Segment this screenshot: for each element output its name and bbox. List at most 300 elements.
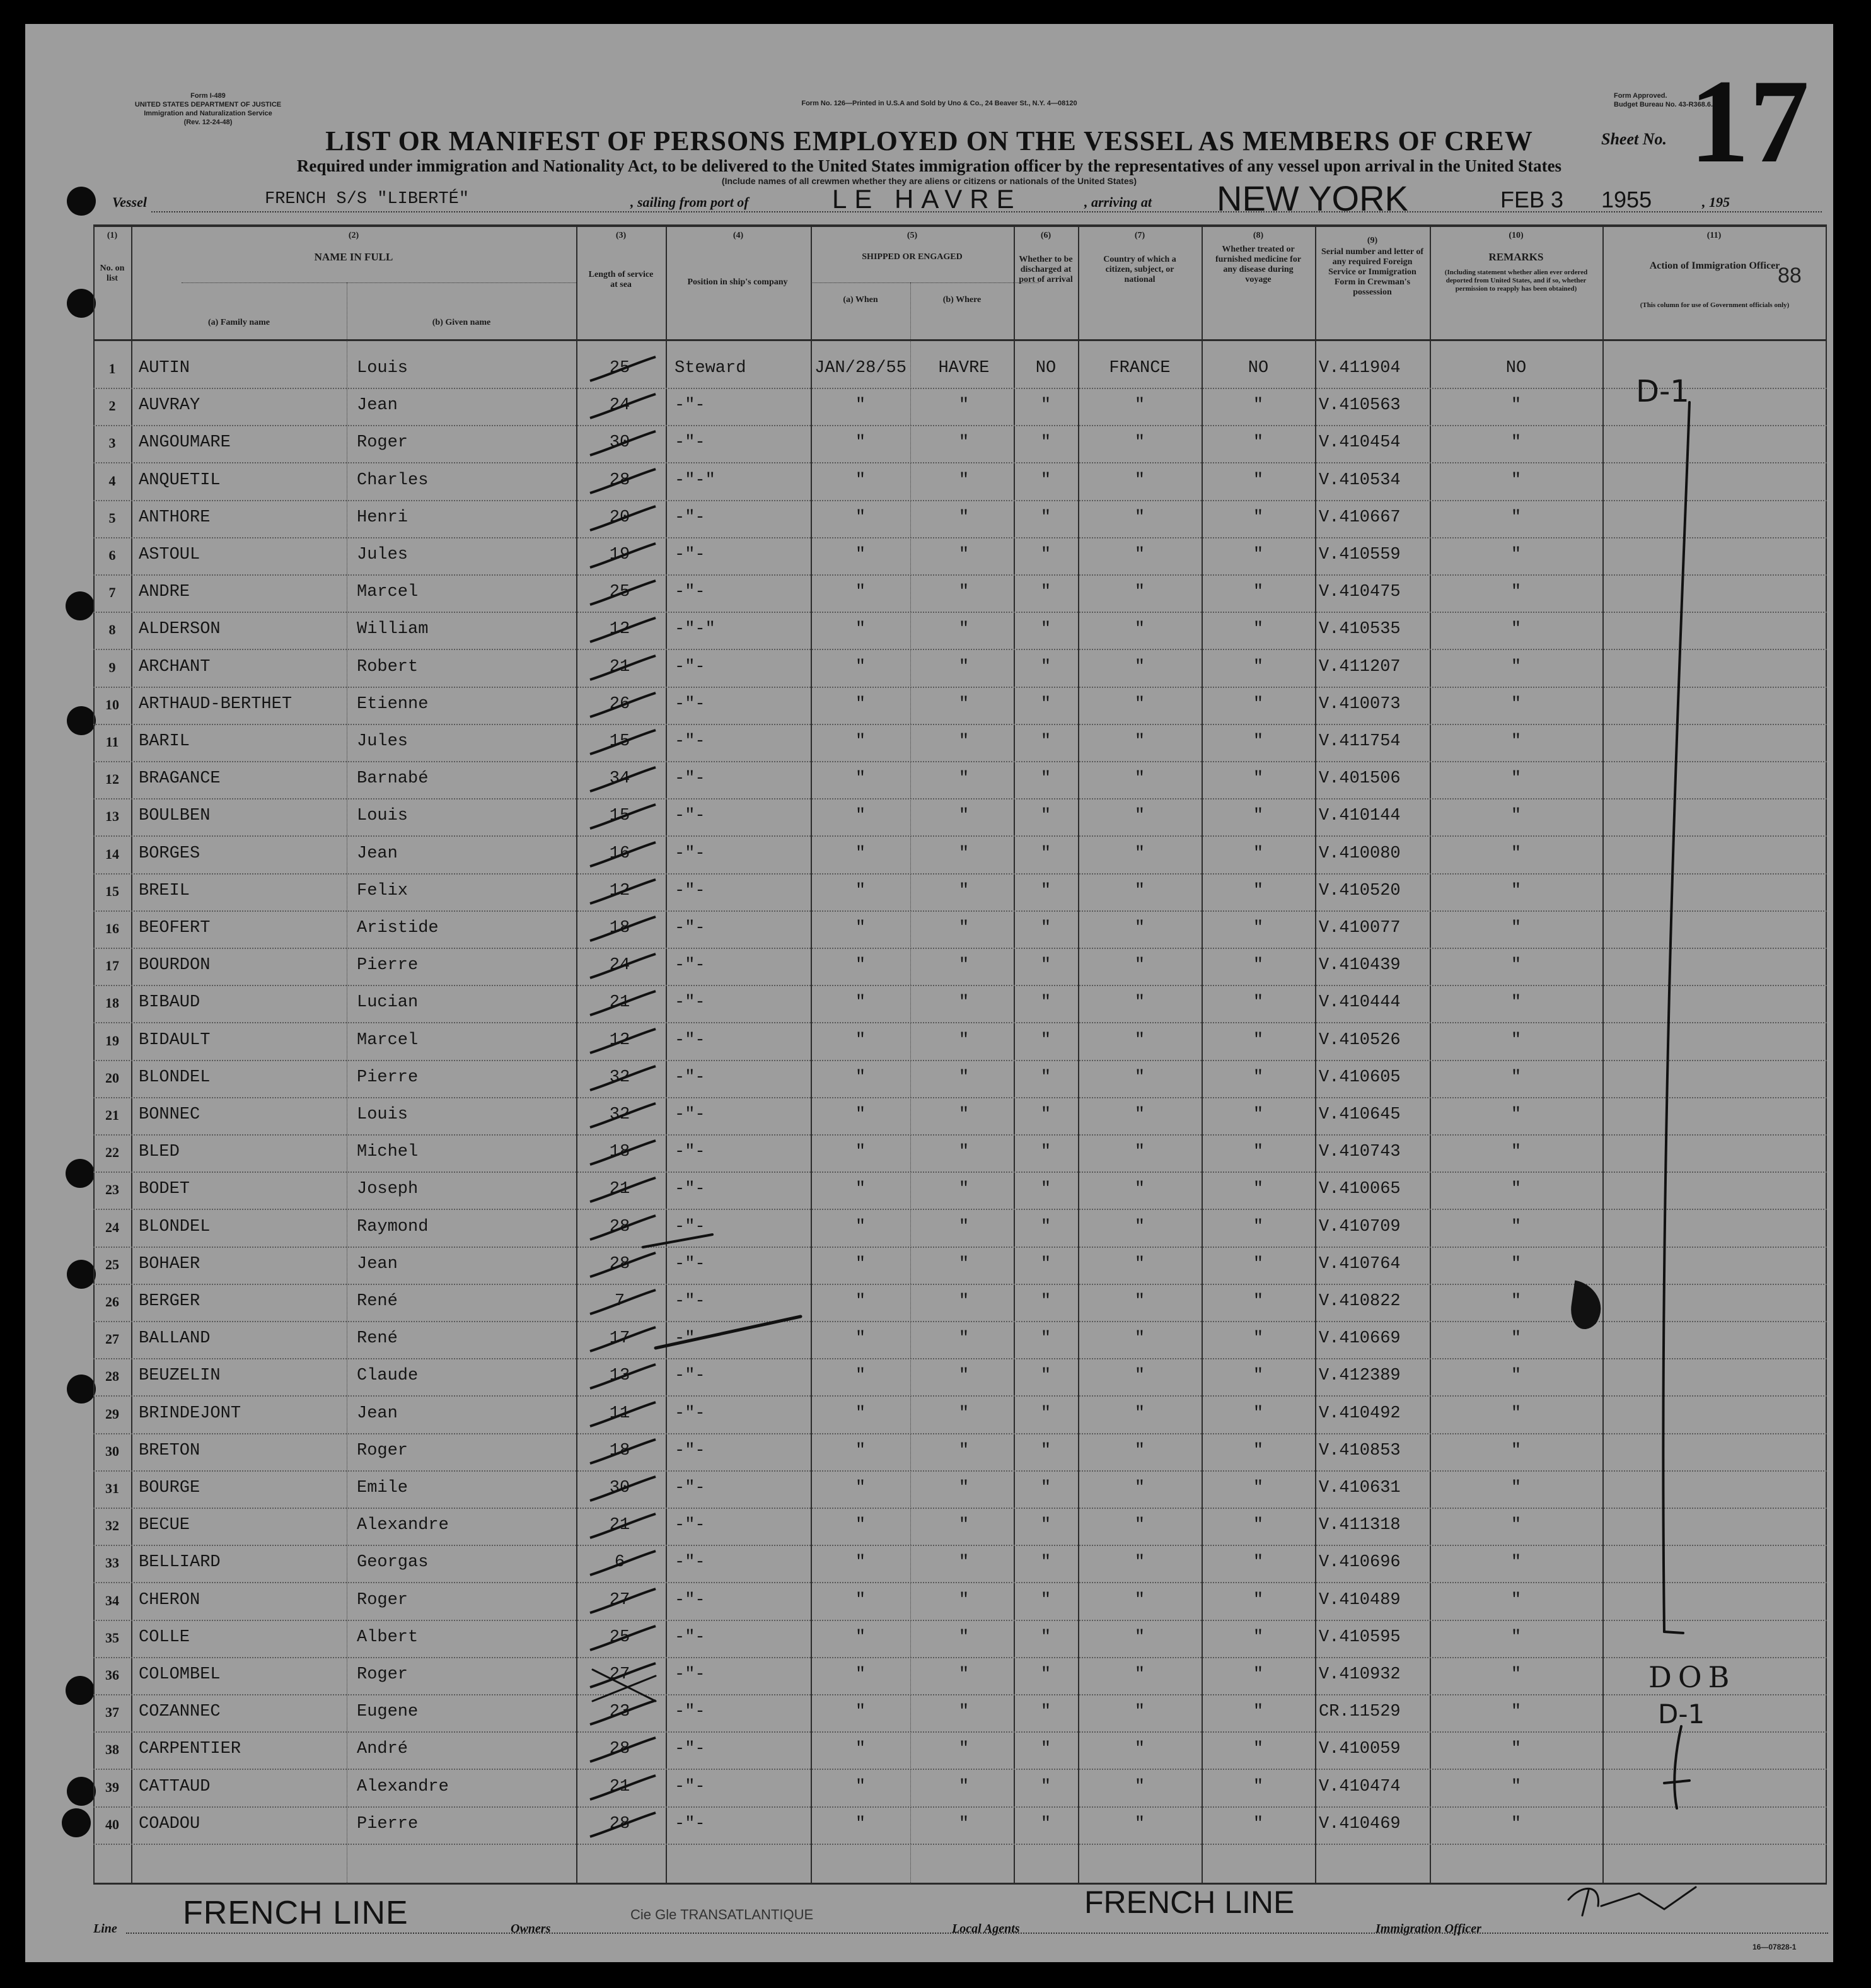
cell-serial: V.410492 [1319, 1404, 1401, 1423]
cell-family: BRINDEJONT [139, 1404, 241, 1423]
cell-treated: " [1253, 881, 1264, 900]
cell-remarks: " [1510, 620, 1522, 639]
manifest-title: LIST OR MANIFEST OF PERSONS EMPLOYED ON THE VESSEL AS MEMBERS OF CREW [325, 125, 1533, 156]
cell-serial: CR.11529 [1319, 1702, 1401, 1722]
cell-no: 27 [105, 1331, 119, 1347]
cell-given: Jean [357, 1404, 398, 1423]
cell-when: " [855, 732, 866, 751]
crew-row [93, 612, 1827, 650]
cell-when: " [855, 470, 866, 490]
cell-when: " [855, 1142, 866, 1162]
cell-when: " [855, 1030, 866, 1050]
cell-country: " [1134, 1777, 1145, 1796]
cell-discharged: " [1040, 1740, 1051, 1759]
crew-row [93, 1358, 1827, 1397]
cell-serial: V.410696 [1319, 1553, 1401, 1572]
cell-when: " [855, 1553, 866, 1572]
length-check-mark [585, 505, 661, 537]
cell-length: 25 [609, 1627, 630, 1647]
cell-remarks: " [1510, 993, 1522, 1013]
cell-family: BIDAULT [139, 1030, 211, 1050]
cell-position: -"- [675, 769, 705, 789]
crew-row [93, 724, 1827, 762]
cell-serial: V.410475 [1319, 583, 1401, 602]
crew-row [93, 1171, 1827, 1210]
cell-discharged: " [1040, 1180, 1051, 1199]
cell-discharged: " [1040, 919, 1051, 938]
cell-given: Louis [357, 806, 408, 826]
cell-position: -"- [675, 657, 705, 677]
length-check-mark [585, 1438, 661, 1470]
vessel-name: FRENCH S/S "LIBERTÉ" [265, 190, 470, 209]
cell-country: " [1134, 1180, 1145, 1199]
cell-family: AUTIN [139, 359, 190, 378]
cell-position: -"- [675, 1180, 705, 1199]
cell-no: 20 [105, 1069, 119, 1086]
crew-row [93, 1396, 1827, 1434]
cell-no: 33 [105, 1555, 119, 1571]
cell-no: 13 [105, 808, 119, 825]
cell-treated: " [1253, 993, 1264, 1013]
cell-where: " [958, 1217, 970, 1236]
cell-length: 12 [609, 881, 630, 900]
length-check-mark [585, 1139, 661, 1171]
cell-given: Jules [357, 545, 408, 564]
length-check-mark [585, 1177, 661, 1208]
punch-hole [66, 1676, 95, 1705]
cell-no: 17 [105, 958, 119, 974]
cell-family: BOHAER [139, 1254, 200, 1274]
cell-remarks: " [1510, 1441, 1522, 1460]
crew-row [93, 500, 1827, 538]
cell-family: CHERON [139, 1590, 200, 1610]
cell-discharged: " [1040, 769, 1051, 789]
cell-given: Roger [357, 1441, 408, 1460]
cell-where: " [958, 1740, 970, 1759]
cell-length: 6 [614, 1553, 625, 1572]
cell-length: 15 [609, 806, 630, 826]
col6-number: (6) [1040, 231, 1051, 240]
cell-remarks: " [1510, 1740, 1522, 1759]
cell-family: BECUE [139, 1516, 190, 1535]
cell-when: " [855, 806, 866, 826]
cell-length: 24 [609, 956, 630, 975]
footer-owners-stamp: Cie Gle TRANSATLANTIQUE [630, 1907, 814, 1922]
cell-given: Pierre [357, 956, 419, 975]
col9-header: Serial number and letter of any required Foreign Service or Immigration Form in Crewman's possession [1321, 247, 1424, 297]
cell-discharged: " [1040, 694, 1051, 714]
cell-length: 30 [609, 433, 630, 453]
cell-country: " [1134, 1627, 1145, 1647]
cell-when: " [855, 1516, 866, 1535]
cell-serial: V.412389 [1319, 1366, 1401, 1386]
length-check-mark [585, 916, 661, 947]
cell-when: " [855, 433, 866, 453]
cell-position: -"- [675, 993, 705, 1013]
cell-when: " [855, 1777, 866, 1796]
cell-where: " [958, 470, 970, 490]
cell-no: 32 [105, 1518, 119, 1534]
col3-header: Length of service at sea [588, 270, 654, 289]
cell-remarks: " [1510, 956, 1522, 975]
cell-given: Jean [357, 1254, 398, 1274]
length-check-mark [585, 1475, 661, 1507]
cell-country: " [1134, 396, 1145, 416]
cell-when: " [855, 993, 866, 1013]
cell-length: 23 [609, 1702, 630, 1722]
cell-treated: " [1253, 1814, 1264, 1834]
cell-position: -"- [675, 1404, 705, 1423]
cell-serial: V.410667 [1319, 508, 1401, 527]
cell-where: " [958, 1516, 970, 1535]
cell-position: -"- [675, 396, 705, 416]
cell-position: -"- [675, 1254, 705, 1274]
cell-country: " [1134, 1142, 1145, 1162]
cell-position: -"- [675, 433, 705, 453]
sheet-label: Sheet No. [1601, 130, 1667, 148]
printer-line: Form No. 126—Printed in U.S.A and Sold by Uno & Co., 24 Beaver St., N.Y. 4—08120 [801, 100, 1077, 107]
cell-family: BERGER [139, 1292, 200, 1311]
length-check-mark [585, 1214, 661, 1246]
cell-when: " [855, 583, 866, 602]
form-approved: Form Approved. [1614, 92, 1667, 100]
cell-family: BELLIARD [139, 1553, 221, 1572]
cell-treated: " [1253, 545, 1264, 564]
cell-length: 27 [609, 1590, 630, 1610]
cell-discharged: " [1040, 1329, 1051, 1349]
cell-given: Albert [357, 1627, 419, 1647]
crew-row [93, 798, 1827, 837]
cell-serial: V.411318 [1319, 1516, 1401, 1535]
cell-country: " [1134, 545, 1145, 564]
cell-no: 30 [105, 1443, 119, 1459]
cell-length: 20 [609, 508, 630, 527]
cell-serial: V.410073 [1319, 694, 1401, 714]
cell-discharged: " [1040, 470, 1051, 490]
cell-length: 21 [609, 1180, 630, 1199]
cell-country: " [1134, 1702, 1145, 1722]
cell-family: BEUZELIN [139, 1366, 221, 1386]
cell-no: 5 [108, 509, 116, 526]
cell-family: ARTHAUD-BERTHET [139, 694, 293, 714]
cell-treated: " [1253, 1516, 1264, 1535]
cell-where: " [958, 881, 970, 900]
cell-treated: " [1253, 1479, 1264, 1497]
cell-when: " [855, 657, 866, 677]
cell-discharged: " [1040, 1702, 1051, 1722]
cell-when: " [855, 1404, 866, 1423]
cell-country: " [1134, 732, 1145, 751]
cell-no: 34 [105, 1592, 119, 1608]
cell-given: Etienne [357, 694, 429, 714]
cell-serial: V.410489 [1319, 1590, 1401, 1610]
cell-where: " [958, 1404, 970, 1423]
cell-no: 21 [105, 1107, 119, 1123]
side-number: 88 [1778, 264, 1802, 288]
length-check-mark [585, 1326, 661, 1357]
manifest-subtitle: Required under immigration and Nationality Act, to be delivered to the United States immigration officer by the representatives of any vessel upon arrival in the United States [296, 156, 1562, 175]
cell-serial: V.410743 [1319, 1142, 1401, 1162]
punch-hole [67, 706, 96, 735]
cell-position: -"- [675, 956, 705, 975]
cell-country: " [1134, 1329, 1145, 1349]
crew-row [93, 761, 1827, 799]
cell-length: 25 [609, 359, 630, 378]
cell-discharged: " [1040, 1590, 1051, 1610]
length-check-mark [585, 1401, 661, 1433]
cell-discharged: " [1040, 1067, 1051, 1087]
cell-serial: V.410144 [1319, 806, 1401, 826]
cell-family: BIBAUD [139, 993, 200, 1013]
cell-given: Jules [357, 732, 408, 751]
port-of-departure: LE HAVRE [832, 184, 1022, 214]
punch-hole [67, 289, 96, 318]
col10-number: (10) [1509, 231, 1524, 240]
cell-given: Felix [357, 881, 408, 900]
cell-given: Marcel [357, 1030, 419, 1050]
crew-row [93, 1470, 1827, 1509]
cell-discharged: " [1040, 881, 1051, 900]
crew-row [93, 388, 1827, 426]
cell-length: 25 [609, 583, 630, 602]
cell-position: -"- [675, 1814, 705, 1834]
punch-hole [66, 1159, 95, 1188]
cell-given: René [357, 1292, 398, 1311]
cell-discharged: " [1040, 993, 1051, 1013]
cell-treated: " [1253, 1030, 1264, 1050]
crew-row [93, 1731, 1827, 1770]
cell-length: 13 [609, 1366, 630, 1386]
cell-family: ANGOUMARE [139, 433, 231, 453]
cell-length: 18 [609, 919, 630, 938]
cell-treated: " [1253, 1105, 1264, 1124]
cell-country: " [1134, 694, 1145, 714]
col11-note: (This column for use of Government officials only) [1640, 301, 1790, 309]
cell-remarks: " [1510, 1404, 1522, 1423]
cell-serial: V.410474 [1319, 1777, 1401, 1796]
cell-given: André [357, 1740, 408, 1759]
cell-when: " [855, 1665, 866, 1684]
length-check-mark [585, 1513, 661, 1544]
cell-remarks: " [1510, 806, 1522, 826]
vessel-line-rule [151, 211, 1822, 212]
cell-remarks: " [1510, 1142, 1522, 1162]
crew-row [93, 1023, 1827, 1061]
cell-length: 16 [609, 844, 630, 863]
cell-when: " [855, 508, 866, 527]
cell-where: " [958, 1814, 970, 1834]
cell-serial: V.410853 [1319, 1441, 1401, 1460]
cell-remarks: NO [1505, 359, 1527, 378]
cell-serial: V.410563 [1319, 396, 1401, 416]
cell-when: " [855, 1740, 866, 1759]
col6-header: Whether to be discharged at port of arrival [1019, 255, 1073, 284]
cell-no: 4 [108, 472, 116, 489]
cell-remarks: " [1510, 1627, 1522, 1647]
cell-position: -"- [675, 1553, 705, 1572]
cell-remarks: " [1510, 919, 1522, 938]
cell-serial: V.410631 [1319, 1479, 1401, 1497]
cell-length: 28 [609, 1254, 630, 1274]
punch-hole [67, 1375, 96, 1404]
cell-given: Pierre [357, 1067, 419, 1087]
cell-discharged: " [1040, 433, 1051, 453]
cell-where: " [958, 1665, 970, 1684]
crew-row [93, 873, 1827, 912]
col2-header: NAME IN FULL [314, 251, 393, 263]
length-check-mark [585, 1736, 661, 1768]
cell-discharged: " [1040, 1142, 1051, 1162]
cell-where: " [958, 1067, 970, 1087]
cell-discharged: " [1040, 1254, 1051, 1274]
cell-discharged: " [1040, 956, 1051, 975]
crew-row [93, 948, 1827, 986]
cell-where: " [958, 396, 970, 416]
length-check-mark [585, 841, 661, 873]
cell-remarks: " [1510, 1292, 1522, 1311]
cell-length: 12 [609, 1030, 630, 1050]
cell-treated: " [1253, 396, 1264, 416]
cell-length: 19 [609, 545, 630, 564]
col8-number: (8) [1253, 231, 1264, 240]
footer-line-value: FRENCH LINE [183, 1895, 408, 1931]
cell-where: " [958, 769, 970, 789]
cell-length: 34 [609, 769, 630, 789]
cell-where: " [958, 1702, 970, 1722]
cell-serial: V.410669 [1319, 1329, 1401, 1349]
cell-position: -"- [675, 806, 705, 826]
length-check-mark [585, 990, 661, 1021]
cell-no: 39 [105, 1779, 119, 1795]
cell-serial: V.410526 [1319, 1030, 1401, 1050]
cell-treated: " [1253, 1665, 1264, 1684]
cell-when: " [855, 1105, 866, 1124]
crew-row [93, 687, 1827, 725]
cell-treated: " [1253, 1590, 1264, 1610]
cell-when: " [855, 1366, 866, 1386]
length-check-mark [585, 617, 661, 648]
cell-position: -"- [675, 1590, 705, 1610]
cell-family: BOURGE [139, 1479, 200, 1497]
cell-given: Jean [357, 844, 398, 863]
length-check-mark [585, 654, 661, 686]
cell-position: -"- [675, 844, 705, 863]
footer-form-code: 16—07828-1 [1752, 1943, 1797, 1951]
year-suffix: , 195 [1702, 194, 1730, 210]
cell-given: Louis [357, 1105, 408, 1124]
cell-where: " [958, 806, 970, 826]
cell-country: " [1134, 1292, 1145, 1311]
cell-serial: V.410932 [1319, 1665, 1401, 1684]
crew-row [93, 1769, 1827, 1808]
cell-family: BODET [139, 1180, 190, 1199]
cell-remarks: " [1510, 694, 1522, 714]
cell-serial: V.410077 [1319, 919, 1401, 938]
cell-treated: " [1253, 732, 1264, 751]
cell-when: " [855, 1590, 866, 1610]
cell-serial: V.410469 [1319, 1814, 1401, 1834]
cell-remarks: " [1510, 508, 1522, 527]
handwritten-action-row1: D-1 [1636, 374, 1689, 409]
cell-when: " [855, 844, 866, 863]
cell-country: " [1134, 1479, 1145, 1497]
cell-position: -"- [675, 1627, 705, 1647]
cell-position: -"- [675, 1516, 705, 1535]
cell-given: Roger [357, 1665, 408, 1684]
cell-discharged: " [1040, 1105, 1051, 1124]
cell-country: " [1134, 1441, 1145, 1460]
crew-row [93, 1097, 1827, 1136]
arriving-label: , arriving at [1084, 194, 1152, 210]
cell-given: Roger [357, 433, 408, 453]
cell-treated: " [1253, 470, 1264, 490]
cell-country: " [1134, 993, 1145, 1013]
cell-position: -"- [675, 1777, 705, 1796]
cell-remarks: " [1510, 732, 1522, 751]
cell-position: -"- [675, 881, 705, 900]
cell-no: 31 [105, 1480, 119, 1496]
cell-serial: V.410534 [1319, 470, 1401, 490]
cell-family: ARCHANT [139, 657, 211, 677]
cell-country: " [1134, 1814, 1145, 1834]
length-check-mark [585, 878, 661, 910]
cell-length: 21 [609, 1777, 630, 1796]
cell-where: " [958, 694, 970, 714]
length-check-mark [585, 1102, 661, 1134]
cell-no: 29 [105, 1405, 119, 1422]
cell-family: BLONDEL [139, 1067, 211, 1087]
cell-when: " [855, 1217, 866, 1236]
cell-family: BALLAND [139, 1329, 211, 1349]
cell-country: " [1134, 508, 1145, 527]
cell-no: 15 [105, 883, 119, 899]
cell-when: " [855, 1702, 866, 1722]
department-name: UNITED STATES DEPARTMENT OF JUSTICE [134, 101, 282, 108]
footer-owners-label: Owners [511, 1922, 551, 1936]
service-name: Immigration and Naturalization Service [144, 110, 272, 117]
crew-row [93, 1620, 1827, 1658]
cell-remarks: " [1510, 1590, 1522, 1610]
table-top-rule [93, 224, 1827, 227]
cell-given: Henri [357, 508, 408, 527]
cell-length: 24 [609, 396, 630, 416]
cell-no: 1 [108, 361, 116, 376]
cell-treated: " [1253, 694, 1264, 714]
length-check-mark [585, 953, 661, 984]
cell-treated: " [1253, 1366, 1264, 1386]
cell-length: 17 [609, 1329, 630, 1349]
crew-row [93, 1247, 1827, 1285]
cell-discharged: NO [1035, 359, 1057, 378]
cell-where: " [958, 620, 970, 639]
cell-where: " [958, 1479, 970, 1497]
cell-remarks: " [1510, 1665, 1522, 1684]
cell-treated: " [1253, 583, 1264, 602]
cell-position: -"- [675, 1366, 705, 1386]
cell-remarks: " [1510, 1814, 1522, 1834]
cell-treated: " [1253, 433, 1264, 453]
cell-when: " [855, 1441, 866, 1460]
cell-remarks: " [1510, 396, 1522, 416]
cell-discharged: " [1040, 844, 1051, 863]
cell-length: 21 [609, 657, 630, 677]
cell-length: 18 [609, 1142, 630, 1162]
cell-country: " [1134, 1030, 1145, 1050]
cell-given: Charles [357, 470, 429, 490]
cell-no: 10 [105, 696, 119, 712]
cell-discharged: " [1040, 1479, 1051, 1497]
cell-given: Georgas [357, 1553, 429, 1572]
